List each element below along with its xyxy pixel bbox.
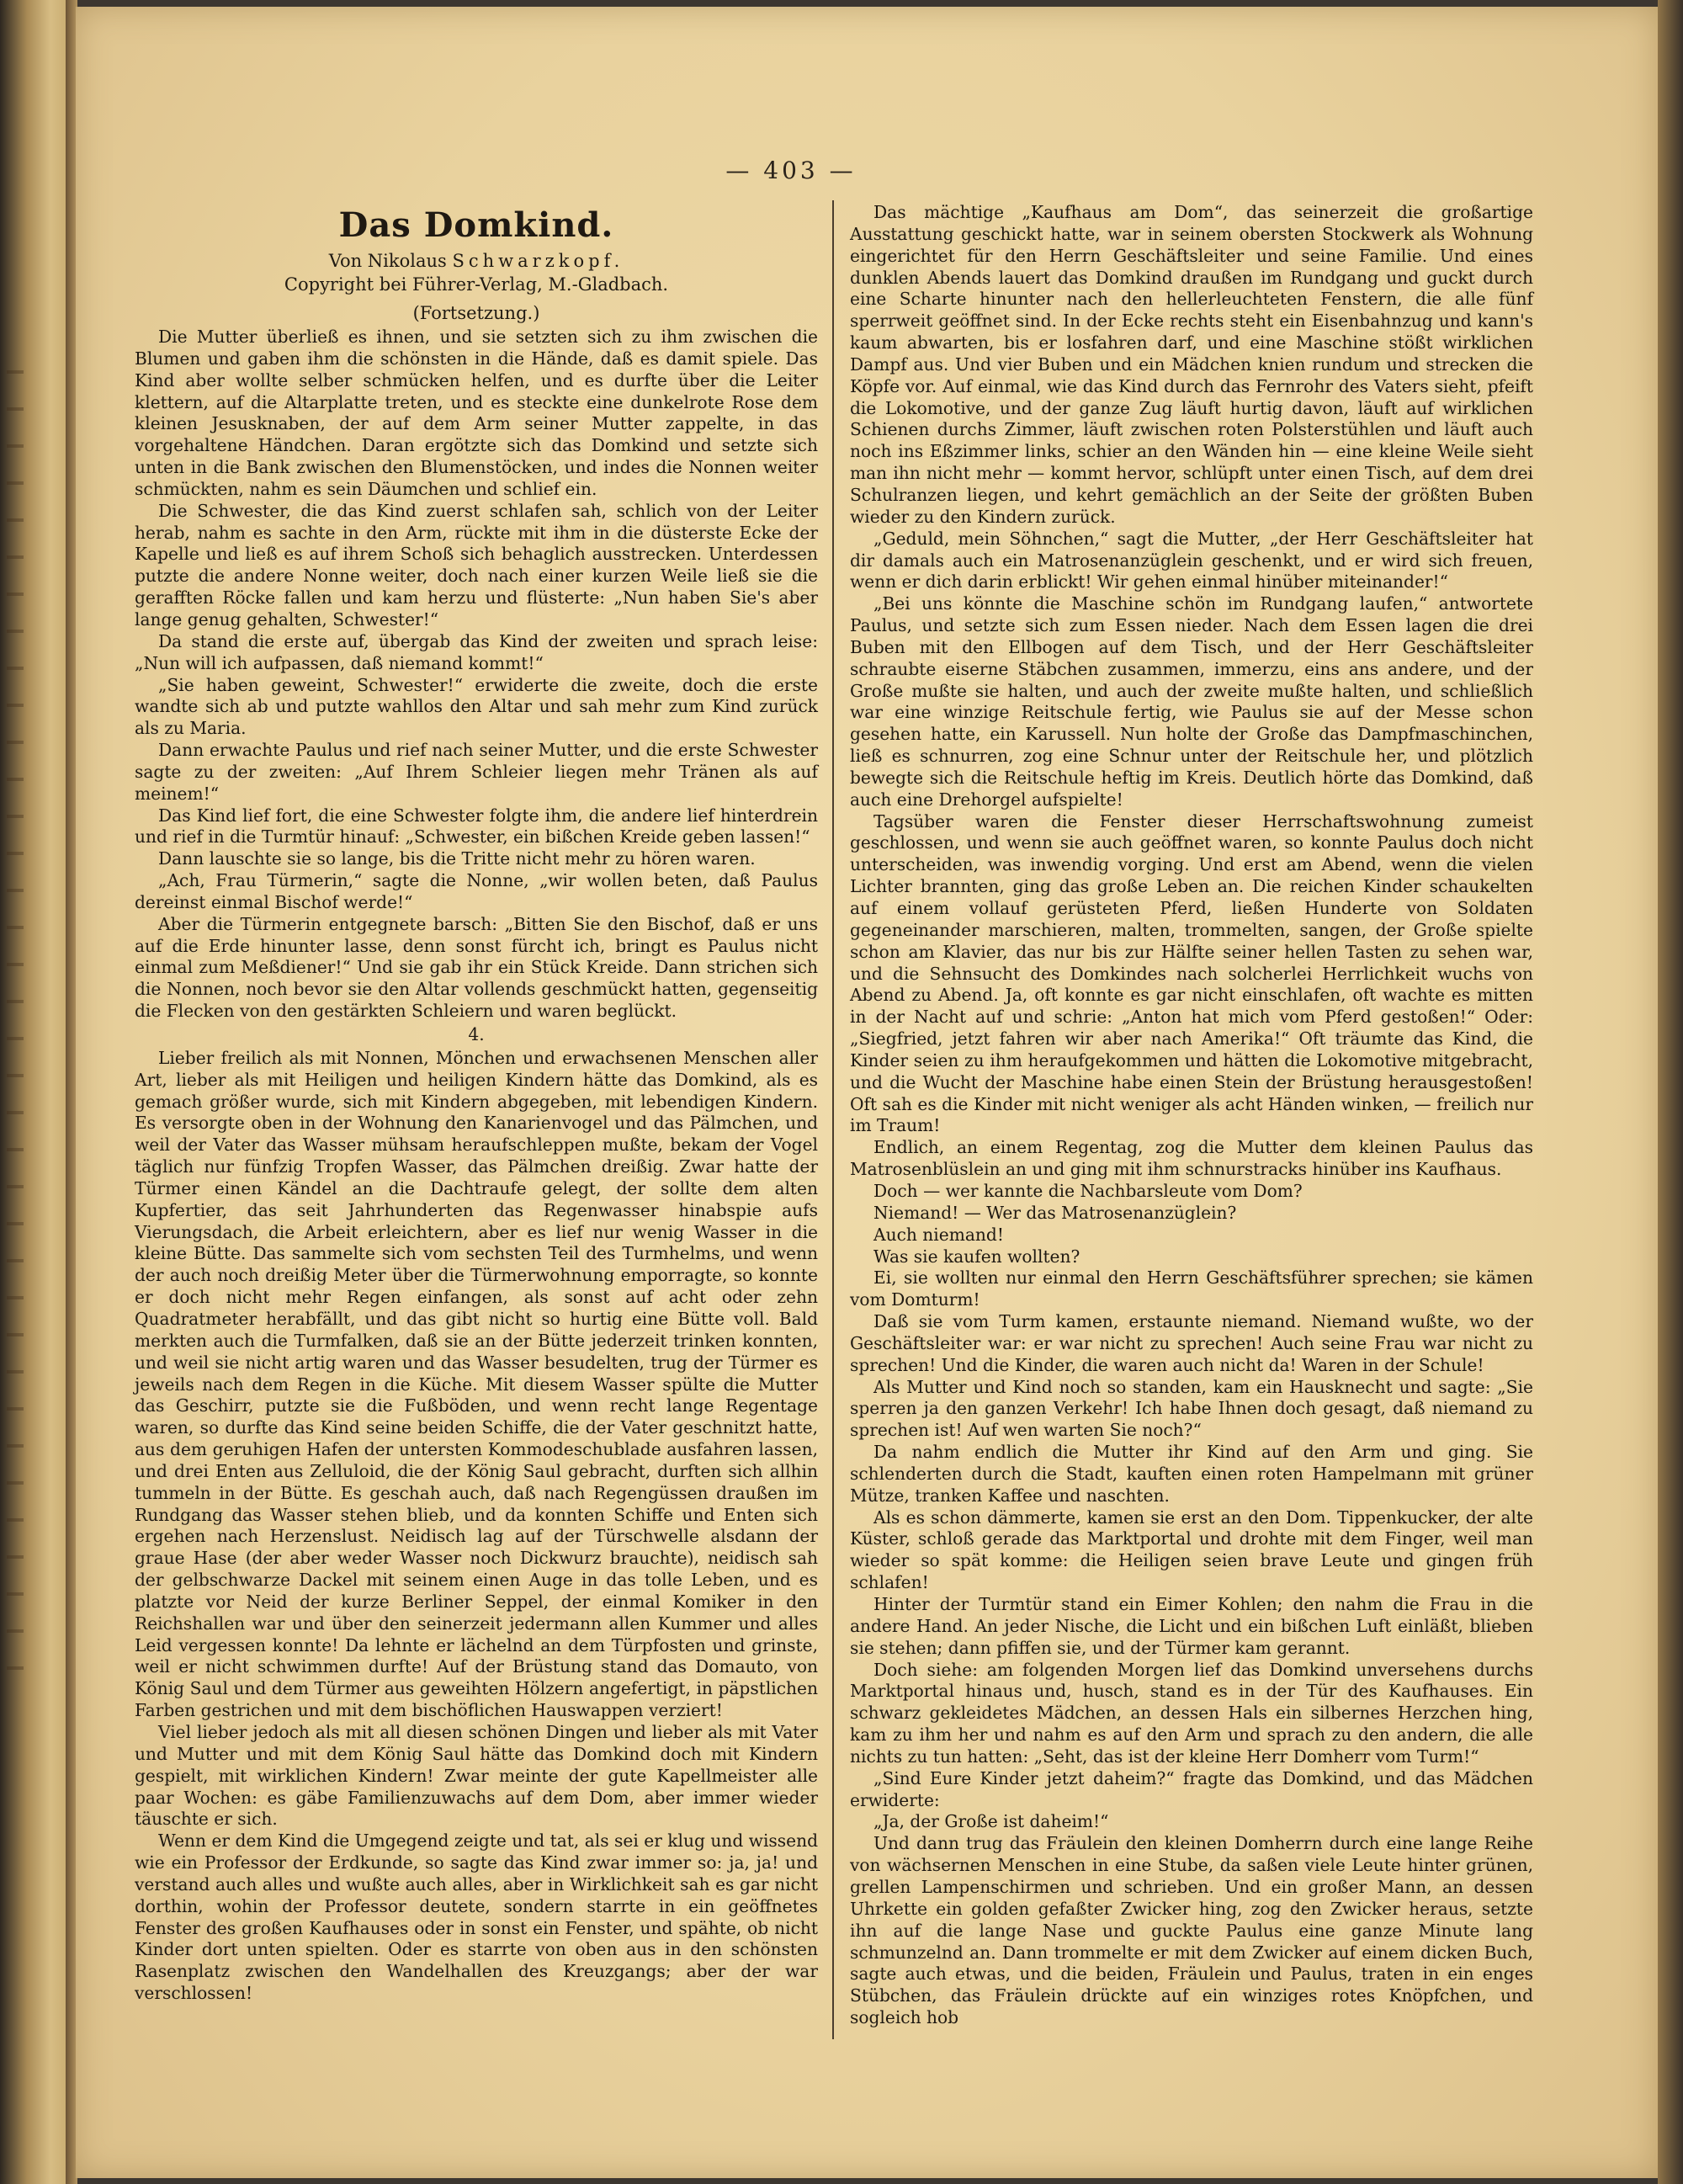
paragraph: „Sie haben geweint, Schwester!“ erwiderte die zweite, doch die erste wandte sich ab und putzte wahllos den Altar und sah mehr zum Kind zurück als zu Maria.	[135, 674, 818, 739]
article-author	[135, 249, 818, 273]
paragraph: Hinter der Turmtür stand ein Eimer Kohlen; den nahm die Frau in die andere Hand. An jeder Nische, die Licht und ein bißchen Luft einläßt, blieben sie stehen; dann pfiffen sie, und der Türmer kam gerannt.	[850, 1594, 1533, 1658]
paragraph: Ei, sie wollten nur einmal den Herrn Geschäftsführer sprechen; sie kämen vom Domturm!	[850, 1267, 1533, 1310]
paragraph: Die Schwester, die das Kind zuerst schlafen sah, schlich von der Leiter herab, nahm es sachte in den Arm, rückte mit ihm in die düsterste Ecke der Kapelle und ließ es auf ihrem Schoß sich behaglich ausstrecken. Unterdessen putzte die andere Nonne weiter, doch nach einer kurzen Weile ließ sie die gerafften Röcke fallen und kam herzu und flüsterte: „Nun haben Sie's aber lange genug gehalten, Schwester!“	[135, 500, 818, 630]
copyright-line: Copyright bei Führer-Verlag, M.-Gladbach.	[284, 274, 669, 295]
column-divider	[832, 200, 834, 2039]
paragraph: Viel lieber jedoch als mit all diesen schönen Dingen und lieber als mit Vater und Mutter und mit dem König Saul hätte das Domkind doch mit Kindern gespielt, mit wirklichen Kindern! Zwar meinte der gute Kapellmeister alle paar Wochen: es gäbe Familienzuwachs auf dem Dom, aber immer wieder täuschte er sich.	[135, 1722, 818, 1830]
paragraph: Niemand! — Wer das Matrosenanzüglein?	[873, 1202, 1237, 1223]
paragraph: Tagsüber waren die Fenster dieser Herrschaftswohnung zumeist geschlossen, und wenn sie auch geöffnet waren, so konnte Paulus doch nicht unterscheiden, was inwendig vorging. Und erst am Abend, wenn die vielen Lichter brannten, ging das große Leben an. Die reichen Kinder schaukelten auf einem vollauf gerüsteten Pferd, ließen Hunderte von Soldaten gegeneinander marschieren, malten, trommelten, sangen, der Große spielte schon am Klavier, das nur bis zur Hälfte seiner hellen Tasten zu sehen war, und die Sehnsucht des Domkindes nach solcherlei Herrlichkeit wuchs von Abend zu Abend. Ja, oft konnte es gar nicht einschlafen, oft wachte es mitten in der Nacht auf und schrie: „Anton hat mich vom Pferd gestoßen!“ Oder: „Siegfried, jetzt fahren wir aber nach Amerika!“ Oft träumte das Kind, die Kinder seien zu ihm heraufgekommen und hätten die Lokomotive mitgebracht, und die Wucht der Maschine habe einen Stein der Brüstung herausgestoßen! Oft sah es die Kinder mit nicht weniger als acht Händen winken, — freilich nur im Traum!	[850, 810, 1533, 1136]
paragraph: Das mächtige „Kaufhaus am Dom“, das seinerzeit die großartige Ausstattung geschickt hatte, war in seinem obersten Stockwerk als Wohnung eingerichtet für den Herrn Geschäftsleiter und seine Familie. Und eines dunklen Abends lauert das Domkind draußen im Rundgang und guckt durch eine Scharte hinunter nach den hellerleuchteten Fenstern, die alle fünf sperrweit geöffnet sind. In der Ecke rechts steht ein Eisenbahnzug und kann's kaum abwarten, bis er losfahren darf, und eine Maschine stößt wirklichen Dampf aus. Und vier Buben und ein Mädchen knien rundum und strecken die Köpfe vor. Auf einmal, wie das Kind durch das Fernrohr des Vaters sieht, pfeift die Lokomotive, und der ganze Zug läuft hurtig davon, läuft auf wirklichen Schienen durchs Zimmer, läuft zwischen roten Polsterstühlen und läuft auch noch ins Eßzimmer links, schier an den Wänden hin — eine kleine Weile sieht man ihn nicht mehr — kommt hervor, schlüpft unter einen Tisch, auf dem drei Schulranzen liegen, und kehrt gemächlich an der Seite der größten Buben wieder zu den Kindern zurück.	[850, 202, 1533, 527]
paragraph: Doch siehe: am folgenden Morgen lief das Domkind unversehens durchs Marktportal hinaus und, husch, stand es in der Tür des Kaufhauses. Ein schwarz gekleidetes Mädchen, an dessen Hals ein silbernes Herzchen hing, kam zu ihm her und nahm es auf den Arm und sprach zu den andern, die alle nichts zu tun hatten: „Seht, das ist der kleine Herr Domherr vom Turm!“	[850, 1659, 1533, 1767]
paragraph: Aber die Türmerin entgegnete barsch: „Bitten Sie den Bischof, daß er uns auf die Erde hinunter lasse, denn sonst fürcht ich, bringt es Paulus nicht einmal zum Meßdiener!“ Und sie gab ihr ein Stück Kreide. Dann strichen sich die Nonnen, noch bevor sie den Altar vollends geschmückt hatten, gegenseitig die Flecken von den gestärkten Schleiern und waren beglückt.	[135, 913, 818, 1022]
page-number: — 403 —	[725, 157, 857, 184]
paragraph: Wenn er dem Kind die Umgegend zeigte und tat, als sei er klug und wissend wie ein Professor der Erdkunde, so sagte das Kind zwar immer so: ja, ja! und verstand auch alles und wußte auch alles, aber in Wirklichkeit sah es gar nicht dorthin, wohin der Professor deutete, sondern starrte in ein geöffnetes Fenster des großen Kaufhauses oder in sonst ein Fenster, und spähte, ob nicht Kinder dort unten spielten. Oder es starrte von oben aus in den schönsten Rasenplatz zwischen den Wandelhallen des Kreuzgangs; aber der war verschlossen!	[135, 1831, 818, 2004]
continuation-note: (Fortsetzung.)	[412, 303, 540, 323]
page-right-edge	[1658, 0, 1683, 2184]
paragraph: Daß sie vom Turm kamen, erstaunte niemand. Niemand wußte, wo der Geschäftsleiter war: er war nicht zu sprechen! Auch seine Frau war nicht zu sprechen! Und die Kinder, die waren auch nicht da! Waren in der Schule!	[850, 1311, 1533, 1375]
paragraph: Als es schon dämmerte, kamen sie erst an den Dom. Tippenkucker, der alte Küster, schloß gerade das Marktportal und drohte mit dem Finger, weil man wieder so spät komme: die Heiligen seien brave Leute und gingen früh schlafen!	[850, 1506, 1533, 1593]
paragraph: Doch — wer kannte die Nachbarsleute vom Dom?	[873, 1180, 1303, 1201]
paragraph: Und dann trug das Fräulein den kleinen Domherrn durch eine lange Reihe von wächsernen Menschen in eine Stube, da saßen viele Leute hinter grünen, grellen Lampenschirmen und schrieben. Und ein großer Mann, an dessen Uhrkette ein golden gefaßter Zwicker hing, zog den Zwicker heraus, setzte ihn auf die lange Nase und guckte Paulus eine ganze Minute lang schmunzelnd an. Dann trommelte er mit dem Zwicker auf einem dicken Buch, sagte auch etwas, und die beiden, Fräulein und Paulus, traten in ein enges Stübchen, das Fräulein drückte auf ein winziges rotes Knöpfchen, und sogleich hob	[850, 1833, 1533, 2028]
article-title: Das Domkind.	[338, 205, 614, 245]
author-prefix: Von Nikolaus	[328, 251, 453, 271]
paragraph: Als Mutter und Kind noch so standen, kam ein Hausknecht und sagte: „Sie sperren ja den ganzen Verkehr! Ich habe Ihnen doch gesagt, daß niemand zu sprechen ist! Auf wen warten Sie noch?“	[850, 1376, 1533, 1441]
paragraph: Da nahm endlich die Mutter ihr Kind auf den Arm und ging. Sie schlenderten durch die Stadt, kauften einen roten Hampelmann mit grüner Mütze, tranken Kaffee und naschten.	[850, 1442, 1533, 1506]
author-surname: Schwarzkopf.	[452, 251, 624, 271]
paragraph: Dann erwachte Paulus und rief nach seiner Mutter, und die erste Schwester sagte zu der zweiten: „Auf Ihrem Schleier liegen mehr Tränen als auf meinem!“	[135, 740, 818, 804]
paragraph: „Bei uns könnte die Maschine schön im Rundgang laufen,“ antwortete Paulus, und setzte sich zum Essen nieder. Nach dem Essen lagen die drei Buben mit den Ellbogen auf dem Tisch, und der Herr Geschäftsleiter schraubte eiserne Stäbchen zusammen, immerzu, eins ans andere, und der Große mußte sie halten, und auch der zweite mußte halten, und schließlich war eine winzige Reitschule fertig, wie Paulus sie auf der Messe schon gesehen hatte, ein Karussell. Nun holte der Große das Dampfmaschinchen, ließ es schnurren, zog eine Schnur unter der Reitschule her, und plötzlich bewegte sich die Reitschule heftig im Kreis. Deutlich hörte das Domkind, daß auch eine Drehorgel aufspielte!	[850, 593, 1533, 810]
paragraph: Lieber freilich als mit Nonnen, Mönchen und erwachsenen Menschen aller Art, lieber als mit Heiligen und heiligen Kindern hätte das Domkind, als es gemach größer wurde, sich mit Kindern abgegeben, mit lebendigen Kindern. Es versorgte oben in der Wohnung den Kanarienvogel und das Pälmchen, und weil der Vater das Wasser mühsam heraufschleppen mußte, bekam der Vogel täglich nur fünfzig Tropfen Wasser, das Pälmchen dreißig. Zwar hatte der Türmer einen Kändel an die Dachtraufe gelegt, der sollte dem alten Kupfertier, das seit Jahrhunderten das Regenwasser hinabspie aufs Vierungsdach, die Arbeit erleichtern, aber es lief nur wenig Wasser in die kleine Bütte. Das sammelte sich vom sechsten Teil des Turmhelms, und wenn der auch noch dreißig Meter über die Türmerwohnung emporragte, so konnte er doch nicht mehr Regen einfangen, als sonst auf acht oder zehn Quadratmeter herabfällt, und das gibt nicht so hurtig eine Bütte voll. Bald merkten auch die Turmfalken, daß sie an der Bütte jederzeit trinken konnten, und weil sie nicht artig waren und das Wasser besudelten, trug der Türmer es jeweils nach dem Regen in die Küche. Mit diesem Wasser spülte die Mutter das Geschirr, putzte sie die Fußböden, und wenn recht lange Regentage waren, so durfte das Kind seine beiden Schiffe, die der Vater geschnitzt hatte, aus dem geruhigen Hafen der untersten Kommodeschublade ausfahren lassen, und drei Enten aus Zelluloid, die der König Saul gebracht, durften sich allhin tummeln in der Bütte. Es geschah auch, daß nach Regengüssen draußen im Rundgang das Wasser stehen blieb, und da konnten Schiffe und Enten sich ergehen nach Herzenslust. Neidisch lag auf der Türschwelle alsdann der graue Hase (der aber weder Wasser noch Dickwurz brauchte), neidisch sah der gelbschwarze Dackel mit seinem einen Auge in das tolle Leben, und es platzte vor Neid der kurze Berliner Seppel, der einmal Komiker in den Reichshallen war und über den seinerzeit jedermann allen Kummer und alles Leid vergessen konnte! Da lehnte er lächelnd an dem Türpfosten und grinste, weil er nicht schwimmen durfte! Auf der Brüstung stand das Domauto, von König Saul und dem Türmer aus geweihten Hölzern angefertigt, in päpstlichen Farben gestrichen und mit dem bischöflichen Hauswappen verziert!	[135, 1047, 818, 1721]
paragraph: Endlich, an einem Regentag, zog die Mutter dem kleinen Paulus das Matrosenblüslein an und ging mit ihm schnurstracks hinüber ins Kaufhaus.	[850, 1137, 1533, 1180]
section-number: 4.	[468, 1024, 485, 1044]
paragraph: „Sind Eure Kinder jetzt daheim?“ fragte das Domkind, und das Mädchen erwiderte:	[850, 1767, 1533, 1810]
right-column	[850, 202, 1533, 2029]
paragraph: „Geduld, mein Söhnchen,“ sagt die Mutter, „der Herr Geschäftsleiter hat dir damals auch ein Matrosenanzüglein geschenkt, und er wird sich freuen, wenn er dich darin erblickt! Wir gehen einmal hinüber miteinander!“	[850, 528, 1533, 592]
paragraph: Dann lauschte sie so lange, bis die Tritte nicht mehr zu hören waren.	[158, 848, 756, 869]
paragraph: Das Kind lief fort, die eine Schwester folgte ihm, die andere lief hinterdrein und rief in die Turmtür hinauf: „Schwester, ein bißchen Kreide geben lassen!“	[135, 805, 818, 848]
paragraph: Auch niemand!	[873, 1224, 1004, 1245]
paragraph: Da stand die erste auf, übergab das Kind der zweiten und sprach leise: „Nun will ich aufpassen, daß niemand kommt!“	[135, 630, 818, 673]
paragraph: Die Mutter überließ es ihnen, und sie setzten sich zu ihm zwischen die Blumen und gaben ihm die schönsten in die Hände, daß es damit spiele. Das Kind aber wollte selber schmücken helfen, und es durfte über die Leiter klettern, auf die Altarplatte treten, und es steckte eine dunkelrote Rose dem kleinen Jesusknaben, der auf dem Arm seiner Mutter zappelte, in das vorgehaltene Händchen. Daran ergötzte sich das Domkind und setzte sich unten in die Bank zwischen den Blumenstöcken, und indes die Nonnen weiter schmückten, nahm es sein Däumchen und schlief ein.	[135, 327, 818, 499]
facing-page-text-remnants	[7, 337, 24, 1683]
paragraph: Was sie kaufen wollten?	[873, 1246, 1080, 1267]
left-column	[135, 202, 818, 2005]
paragraph: „Ach, Frau Türmerin,“ sagte die Nonne, „wir wollen beten, daß Paulus dereinst einmal Bischof werde!“	[135, 870, 818, 912]
facing-page-edge	[0, 0, 67, 2184]
paragraph: „Ja, der Große ist daheim!“	[873, 1811, 1109, 1832]
